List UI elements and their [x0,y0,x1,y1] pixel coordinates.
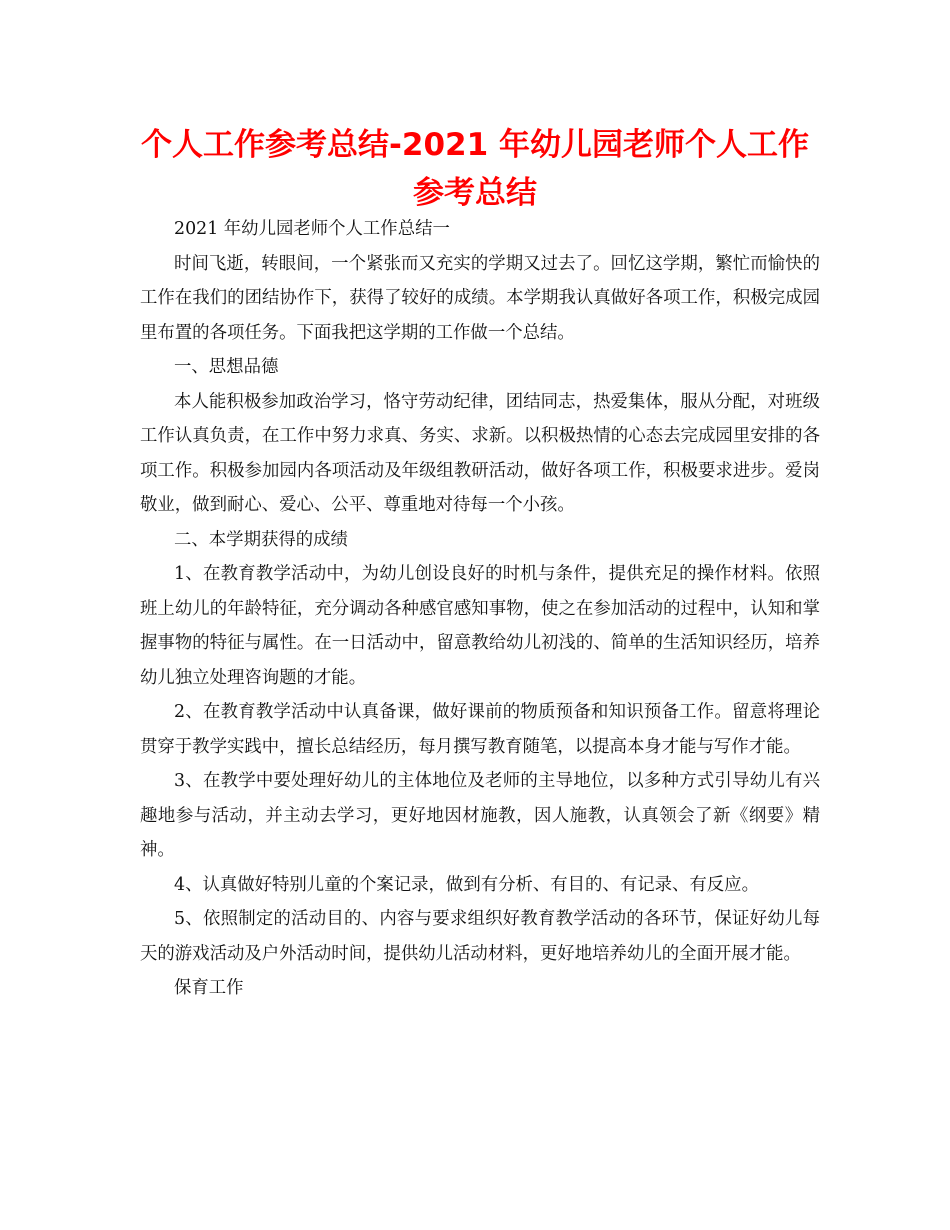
section-heading-care: 保育工作 [174,978,244,998]
intro-paragraph: 时间飞逝，转眼间，一个紧张而又充实的学期又过去了。回忆这学期，繁忙而愉快的工作在我们的团结协作下，获得了较好的成绩。本学期我认真做好各项工作，积极完成园里布置的各项任务。下面我把这学期的工作做一个总结。 [140,253,820,343]
subtitle-paragraph: 2021 年幼儿园老师个人工作总结一 [174,219,450,239]
achievement-item-1: 1、在教育教学活动中，为幼儿创设良好的时机与条件，提供充足的操作材料。依照班上幼儿的年龄特征，充分调动各种感官感知事物，使之在参加活动的过程中，认知和掌握事物的特征与属性。在一日活动中，留意教给幼儿初浅的、简单的生活知识经历，培养幼儿独立处理咨询题的才能。 [140,564,820,688]
achievement-item-4: 4、认真做好特别儿童的个案记录，做到有分析、有目的、有记录、有反应。 [174,874,759,895]
document-title-line-1: 个人工作参考总结-2021 年幼儿园老师个人工作 [141,127,809,163]
section-heading-achievements: 二、本学期获得的成绩 [174,529,348,550]
achievement-item-3: 3、在教学中要处理好幼儿的主体地位及老师的主导地位，以多种方式引导幼儿有兴趣地参与活动，并主动去学习，更好地因材施教，因人施教，认真领会了新《纲要》精神。 [140,771,820,860]
document-body [140,212,820,1006]
achievement-item-2: 2、在教育教学活动中认真备课，做好课前的物质预备和知识预备工作。留意将理论贯穿于教学实践中，擅长总结经历，每月撰写教育随笔，以提高本身才能与写作才能。 [140,702,820,757]
section-heading-ethics: 一、思想品德 [174,357,279,377]
ethics-paragraph: 本人能积极参加政治学习，恪守劳动纪律，团结同志，热爱集体，服从分配，对班级工作认真负责，在工作中努力求真、务实、求新。以积极热情的心态去完成园里安排的各项工作。积极参加园内各项活动及年级组教研活动，做好各项工作，积极要求进步。爱岗敬业，做到耐心、爱心、公平、尊重地对待每一个小孩。 [140,391,820,515]
document-title-line-2: 参考总结 [413,175,537,211]
achievement-item-5: 5、依照制定的活动目的、内容与要求组织好教育教学活动的各环节，保证好幼儿每天的游戏活动及户外活动时间，提供幼儿活动材料，更好地培养幼儿的全面开展才能。 [140,909,820,964]
